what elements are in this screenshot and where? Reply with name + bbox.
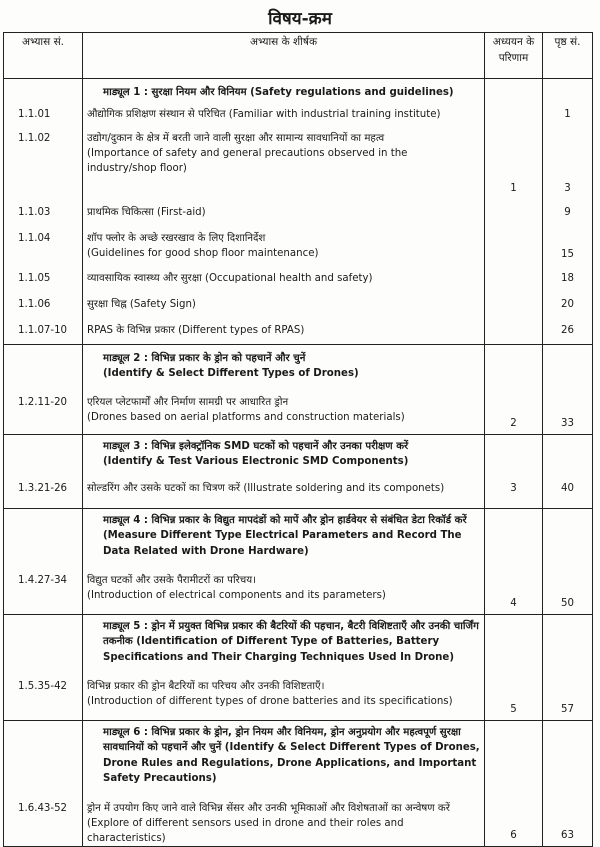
exercise-title: विद्युत घटकों और उसके पैरामीटरों का परिचय। (Introduction of electrical components and its parameters)	[83, 567, 485, 615]
page-number: 15	[543, 225, 593, 265]
exercise-number: 1.1.06	[4, 291, 83, 317]
module-heading: माड्यूल 4 : विभिन्न प्रकार के विद्युत मापदंडों को मापें और ड्रोन हार्डवेयर से संबंधित डेटा रिकॉर्ड करें (Measure Different Type Electrical Parameters and Record The Data Related with Drone Hardware)	[83, 509, 485, 567]
module-heading: माड्यूल 6 : विभिन्न प्रकार के ड्रोन, ड्रोन नियम और विनियम, ड्रोन अनुप्रयोग और महत्वपूर्ण सुरक्षा सावधानियों को पहचानें और चुनें (Identify & Select Different Types of Drones, Drone Rules and Regulations, Drone Applications, and Important Safety Precautions)	[83, 721, 485, 795]
module-heading: माड्यूल 1 : सुरक्षा नियम और विनियम (Safety regulations and guidelines)	[83, 79, 485, 101]
contents-table	[3, 32, 593, 847]
learning-outcome: 6	[485, 795, 543, 847]
exercise-title: विभिन्न प्रकार की ड्रोन बैटरियों का परिचय और उनकी विशिष्टताएँ। (Introduction of different types of drone batteries and its specifications)	[83, 673, 485, 721]
exercise-number: 1.1.05	[4, 265, 83, 291]
exercise-title: उद्योग/दुकान के क्षेत्र में बरती जाने वाली सुरक्षा और सामान्य सावधानियों का महत्व (Importance of safety and general precautions observed in the industry/shop floor)	[83, 125, 485, 199]
exercise-number: 1.1.04	[4, 225, 83, 265]
page-number: 33	[543, 389, 593, 435]
exercise-number: 1.4.27-34	[4, 567, 83, 615]
exercise-title: RPAS के विभिन्न प्रकार (Different types of RPAS)	[83, 317, 485, 345]
header-learning-outcome: अध्ययन के परिणाम	[485, 33, 543, 79]
exercise-title: शॉप फ्लोर के अच्छे रखरखाव के लिए दिशानिर्देश (Guidelines for good shop floor maintenance)	[83, 225, 485, 265]
exercise-title: सुरक्षा चिह्न (Safety Sign)	[83, 291, 485, 317]
page-number: 18	[543, 265, 593, 291]
exercise-number: 1.1.03	[4, 199, 83, 225]
exercise-number: 1.2.11-20	[4, 389, 83, 435]
exercise-number: 1.5.35-42	[4, 673, 83, 721]
page-title: विषय-क्रम	[268, 9, 332, 29]
page-number: 57	[543, 673, 593, 721]
page-number: 1	[543, 101, 593, 125]
page-number: 40	[543, 475, 593, 509]
page-number: 63	[543, 795, 593, 847]
learning-outcome: 1	[485, 125, 543, 199]
learning-outcome: 2	[485, 389, 543, 435]
page-number: 20	[543, 291, 593, 317]
learning-outcome: 4	[485, 567, 543, 615]
header-exercise-title: अभ्यास के शीर्षक	[83, 33, 485, 79]
exercise-title: सोल्डरिंग और उसके घटकों का चित्रण करें (Illustrate soldering and its componets)	[83, 475, 485, 509]
exercise-title: औद्योगिक प्रशिक्षण संस्थान से परिचित (Familiar with industrial training institute)	[83, 101, 485, 125]
exercise-number: 1.1.02	[4, 125, 83, 199]
module-heading: माड्यूल 2 : विभिन्न प्रकार के ड्रोन को पहचानें और चुनें (Identify & Select Different Types of Drones)	[83, 345, 485, 389]
exercise-number: 1.1.07-10	[4, 317, 83, 345]
page-number: 26	[543, 317, 593, 345]
module-heading: माड्यूल 3 : विभिन्न इलेक्ट्रॉनिक SMD घटकों को पहचानें और उनका परीक्षण करें (Identify & Test Various Electronic SMD Components)	[83, 435, 485, 475]
header-page-no: पृष्ठ सं.	[543, 33, 593, 79]
page-number: 50	[543, 567, 593, 615]
exercise-number: 1.6.43-52	[4, 795, 83, 847]
exercise-title: एरियल प्लेटफार्मों और निर्माण सामग्री पर आधारित ड्रोन (Drones based on aerial platforms and construction materials)	[83, 389, 485, 435]
header-exercise-no: अभ्यास सं.	[4, 33, 83, 79]
page-number: 9	[543, 199, 593, 225]
exercise-title: ड्रोन में उपयोग किए जाने वाले विभिन्न सेंसर और उनकी भूमिकाओं और विशेषताओं का अन्वेषण करें (Explore of different sensors used in drone and their roles and characteristics)	[83, 795, 485, 847]
exercise-title: व्यावसायिक स्वास्थ्य और सुरक्षा (Occupational health and safety)	[83, 265, 485, 291]
exercise-number: 1.1.01	[4, 101, 83, 125]
exercise-number: 1.3.21-26	[4, 475, 83, 509]
exercise-title: प्राथमिक चिकित्सा (First-aid)	[83, 199, 485, 225]
learning-outcome: 5	[485, 673, 543, 721]
learning-outcome: 3	[485, 475, 543, 509]
page-number: 3	[543, 125, 593, 199]
module-heading: माड्यूल 5 : ड्रोन में प्रयुक्त विभिन्न प्रकार की बैटरियों की पहचान, बैटरी विशिष्टताएँ और उनकी चार्जिंग तकनीक (Identification of Different Type of Batteries, Battery Specifications and Their Charging Techniques Used In Drone)	[83, 615, 485, 673]
